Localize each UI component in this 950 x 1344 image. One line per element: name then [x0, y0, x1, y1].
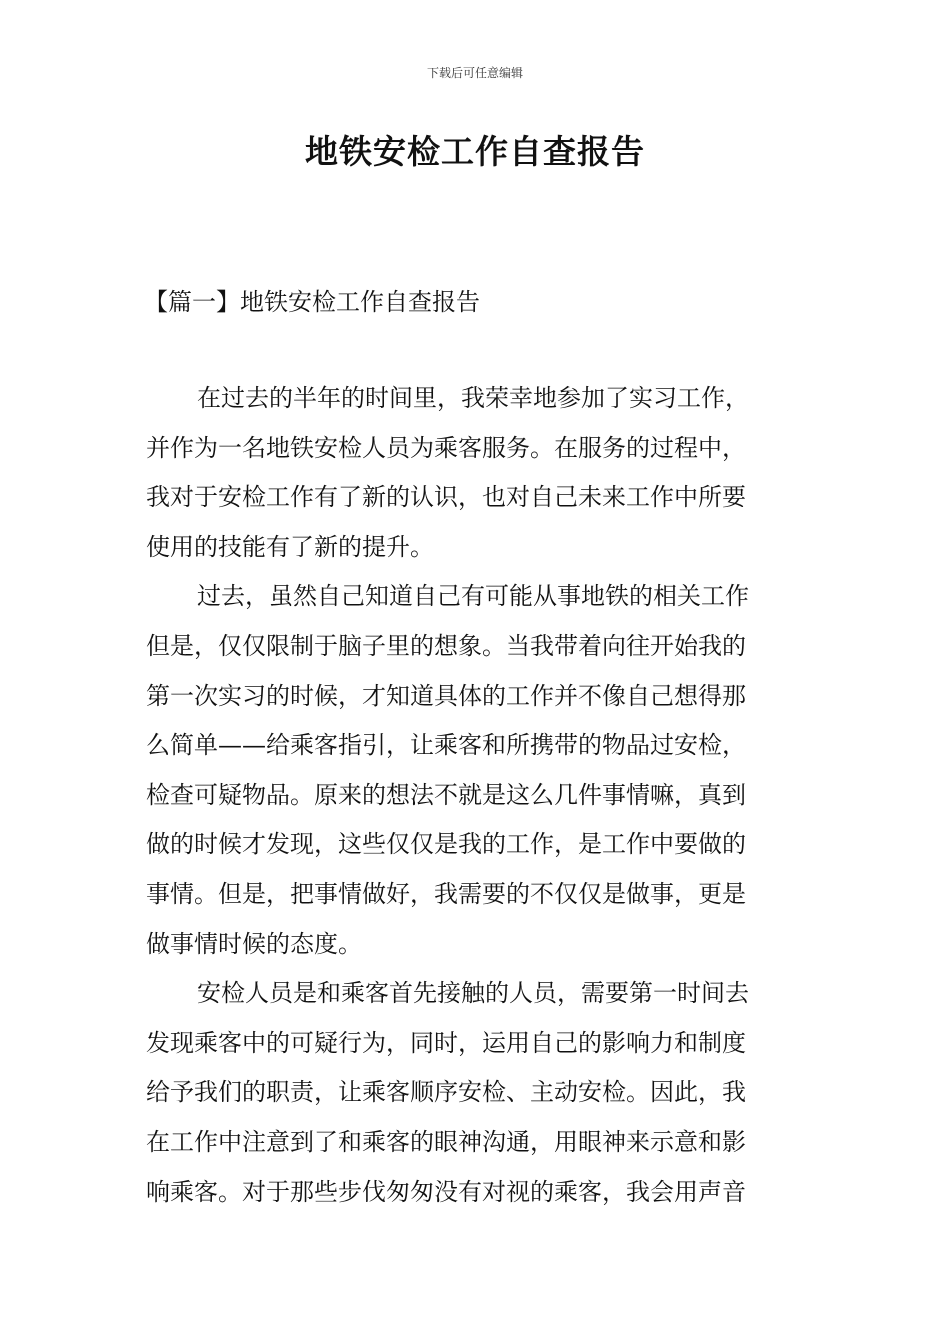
paragraph-line: 检查可疑物品。原来的想法不就是这么几件事情嘛，真到: [146, 780, 746, 809]
paragraph-line: 事情。但是，把事情做好，我需要的不仅仅是做事，更是: [146, 879, 746, 908]
paragraph-line: 使用的技能有了新的提升。: [146, 532, 434, 561]
paragraph-line: 过去，虽然自己知道自己有可能从事地铁的相关工作: [197, 582, 749, 611]
paragraph-line: 响乘客。对于那些步伐匆匆没有对视的乘客，我会用声音: [146, 1177, 746, 1206]
header-note: 下载后可任意编辑: [426, 66, 523, 80]
paragraph-line: 但是，仅仅限制于脑子里的想象。当我带着向往开始我的: [146, 631, 746, 660]
paragraph-line: 我对于安检工作有了新的认识，也对自己未来工作中所要: [146, 483, 746, 512]
paragraph-line: 做的时候才发现，这些仅仅是我的工作，是工作中要做的: [146, 830, 746, 859]
paragraph-line: 做事情时候的态度。: [146, 929, 362, 958]
paragraph-line: 给予我们的职责，让乘客顺序安检、主动安检。因此，我: [146, 1078, 746, 1107]
paragraph-line: 在过去的半年的时间里，我荣幸地参加了实习工作，: [197, 384, 749, 412]
paragraph-line: 发现乘客中的可疑行为，同时，运用自己的影响力和制度: [146, 1028, 746, 1057]
section-heading: 【篇一】地铁安检工作自查报告: [144, 288, 480, 316]
paragraph-line: 并作为一名地铁安检人员为乘客服务。在服务的过程中，: [146, 433, 746, 462]
document-title: 地铁安检工作自查报告: [305, 132, 645, 171]
paragraph-line: 安检人员是和乘客首先接触的人员，需要第一时间去: [197, 979, 749, 1008]
paragraph-line: 在工作中注意到了和乘客的眼神沟通，用眼神来示意和影: [146, 1127, 746, 1156]
paragraph-line: 第一次实习的时候，才知道具体的工作并不像自己想得那: [146, 681, 746, 710]
body-text: [146, 378, 806, 1221]
paragraph-line: 么简单——给乘客指引，让乘客和所携带的物品过安检，: [146, 731, 746, 760]
